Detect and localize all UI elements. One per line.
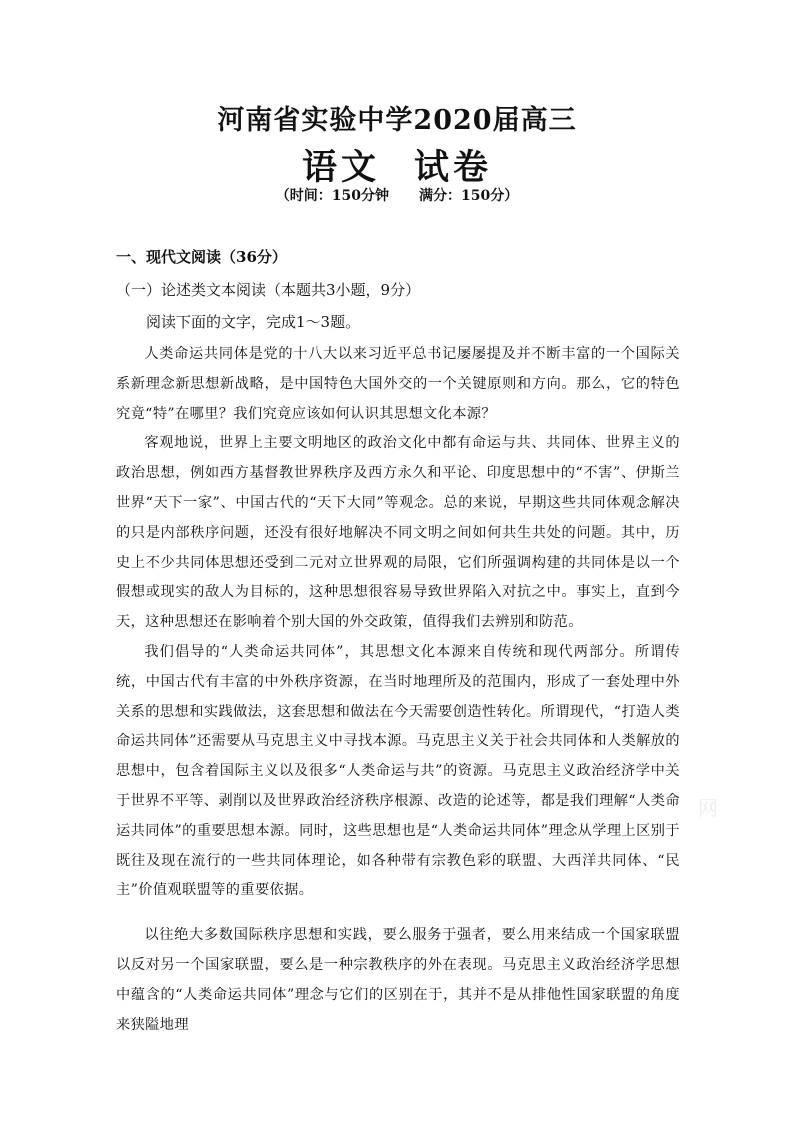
exam-meta [0, 185, 794, 205]
exam-title: 河南省实验中学2020届高三 [217, 105, 577, 136]
reading-instruction: 阅读下面的文字，完成1～3题。 [146, 313, 361, 331]
passage-paragraph-4: 以往绝大多数国际秩序思想和实践，要么服务于强者，要么用来结成一个国家联盟以反对另一个国家联盟，要么是一种宗教秩序的外在表现。马克思主义政治经济学思想中蕴含的“人类命运共同体”理念与它们的区别在于，其并不是从排他性国家联盟的角度来狭隘地理 [116, 927, 680, 1033]
passage-paragraph-2: 客观地说，世界上主要文明地区的政治文化中都有命运与共、共同体、世界主义的政治思想，例如西方基督教世界秩序及西方永久和平论、印度思想中的“不害”、伊斯兰世界“天下一家”、中国古代的“天下大同”等观念。总的来说，早期这些共同体观念解决的只是内部秩序问题，还没有很好地解决不同文明之间如何共生共处的问题。其中，历史上不少共同体思想还受到二元对立世界观的局限，它们所强调构建的共同体是以一个假想或现实的敌人为目标的，这种思想很容易导致世界陷入对抗之中。事实上，直到今天，这种思想还在影响着个别大国的外交政策，值得我们去辨别和防范。 [116, 435, 680, 631]
subject-label: 语文 [301, 147, 380, 188]
time-info: （时间：150分钟 [275, 188, 389, 204]
reading-passage [116, 340, 680, 1040]
passage-paragraph-1: 人类命运共同体是党的十八大以来习近平总书记屡屡提及并不断丰富的一个国际关系新理念新思想新战略，是中国特色大国外交的一个关键原则和方向。那么，它的特色究竟“特”在哪里？我们究竟应该如何认识其思想文化本源？ [116, 346, 680, 422]
exam-subject-title [0, 140, 794, 190]
section-subheading: （一）论述类文本阅读（本题共3小题，9分） [116, 281, 421, 299]
paper-type-label: 试卷 [414, 147, 493, 188]
section-heading: 一、现代文阅读（36分） [116, 248, 287, 266]
watermark: 网 [698, 796, 718, 820]
passage-paragraph-3: 我们倡导的“人类命运共同体”，其思想文化本源来自传统和现代两部分。所谓传统，中国古代有丰富的中外秩序资源，在当时地理所及的范围内，形成了一套处理中外关系的思想和实践做法，这套思想和做法在今天需要创造性转化。所谓现代，“打造人类命运共同体”还需要从马克思主义中寻找本源。马克思主义关于社会共同体和人类解放的思想中，包含着国际主义以及很多“人类命运与共”的资源。马克思主义政治经济学中关于世界不平等、剥削以及世界政治经济秩序根源、改造的论述等，都是我们理解“人类命运共同体”的重要思想本源。同时，这些思想也是“人类命运共同体”理念从学理上区别于既往及现在流行的一些共同体理论，如各种带有宗教色彩的联盟、大西洋共同体、“民主”价值观联盟等的重要依据。 [116, 643, 680, 899]
score-info: 满分：150分） [419, 188, 519, 204]
